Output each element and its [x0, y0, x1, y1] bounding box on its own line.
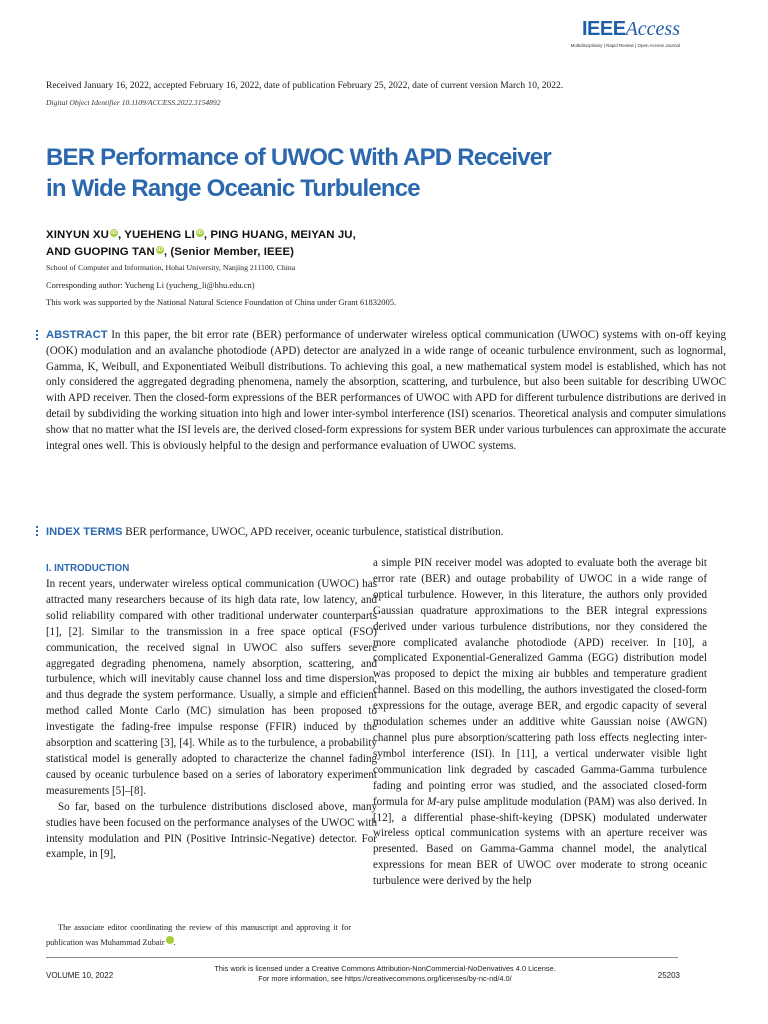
abstract-section — [46, 328, 726, 454]
abstract-heading: ABSTRACT — [46, 329, 108, 341]
right-column — [373, 556, 707, 890]
index-terms-section — [46, 524, 726, 540]
intro-paragraph-3 — [373, 556, 707, 890]
orcid-icon[interactable]: iD — [166, 936, 174, 944]
corresponding-author: Corresponding author: Yucheng Li (yucheng_li@hhu.edu.cn) — [46, 280, 255, 290]
title-line-1: BER Performance of UWOC With APD Receiver — [46, 144, 551, 171]
journal-tagline: Multidisciplinary | Rapid Review | Open Access Journal — [570, 43, 680, 48]
orcid-icon[interactable]: iD — [157, 247, 163, 253]
footer-divider — [46, 957, 678, 958]
funding-note: This work was supported by the National Natural Science Foundation of China under Grant 61832005. — [46, 297, 397, 307]
author-membership: , (Senior Member, IEEE) — [163, 246, 295, 258]
intro-paragraph-2: So far, based on the turbulence distributions disclosed above, many studies have been focused on the performance analyses of the UWOC with intensity modulation and PIN (Positive Intrinsic-Negative) detector. For example, in [9], — [46, 800, 377, 861]
affiliation: School of Computer and Information, Hohai University, Nanjing 211100, China — [46, 263, 296, 272]
logo-access: Access — [625, 18, 680, 40]
footnote-text: The associate editor coordinating the review of this manuscript and approving it for publication was Muhammad Zubair — [46, 923, 351, 947]
logo-ieee: IEEE — [582, 18, 626, 40]
orcid-icon[interactable]: iD — [197, 230, 203, 236]
footer-page-number: 25203 — [657, 971, 680, 980]
author-3: , PING HUANG, MEIYAN JU, — [203, 229, 356, 241]
author-2: , YUEHENG LI — [117, 229, 195, 241]
license-line-1[interactable]: This work is licensed under a Creative Commons Attribution-NonCommercial-NoDerivatives 4.0 License. — [214, 964, 556, 973]
journal-logo — [571, 18, 680, 48]
intro-paragraph-1: In recent years, underwater wireless optical communication (UWOC) has attracted many researchers because of its high data rate, low latency, and solid reliability compared with other traditional underwater counterparts [1], [2]. Similar to the transmission in a free space optical (FSO) communication, the received signal in UWOC also suffers severe aggregated degrading phenomena, namely absorption, scattering, and turbulence, which will inevitably cause channel loss and time dispersion, and thus degrade the system performance. Usually, a simple and efficient method called Monte Carlo (MC) simulation has been proposed to investigate the fading-free impulse response (FFIR) induced by the absorption and scattering [3], [4]. While as to the turbulence, a probability statistical model is generally adopted to characterize the channel fading caused by oceanic turbulence based on a series of laboratory experiment measurements [5]–[8]. — [46, 578, 377, 797]
section-marker-icon — [36, 526, 38, 538]
doi-line: Digital Object Identifier 10.1109/ACCESS.2022.3154892 — [46, 98, 221, 107]
section-marker-icon — [36, 330, 38, 342]
author-1: XINYUN XU — [46, 229, 109, 241]
received-dates: Received January 16, 2022, accepted February 16, 2022, date of publication February 25, 2022, date of current version March 10, 2022. — [46, 81, 564, 91]
footnote-end: . — [173, 938, 176, 947]
introduction-heading: I. INTRODUCTION — [46, 563, 130, 574]
footer-license — [150, 964, 620, 984]
intro-text-a: a simple PIN receiver model was adopted to evaluate both the average bit error rate (BER) and outage probability of UWOC in a wide range of optical turbulence. However, in this literature, the authors only provided Gaussian quadrature approximations to the BER integral expressions derived under various turbulence distributions, nor they considered the more complicated avalanche photodiode (APD) receiver. In [10], a complicated Exponential-Generalized Gamma (EGG) distribution model was proposed to depict the mixing air bubbles and temperature gradient channel. Based on this modelling, the authors investigated the closed-form expressions for the outage, average BER, and ergodic capacity of several modulation schemes under an additive white Gaussian noise (AWGN) channel plus pure absorption/scattering path loss effects neglecting inter-symbol interference (ISI). In [11], a vertical underwater visible light communication link degraded by cascaded Gamma-Gamma turbulence fading and pointing error was studied, and the associated closed-form formula for — [373, 557, 707, 808]
license-line-2[interactable]: For more information, see https://creativecommons.org/licenses/by-nc-nd/4.0/ — [258, 974, 512, 983]
editor-footnote — [46, 920, 351, 950]
index-terms-heading: INDEX TERMS — [46, 526, 123, 538]
left-column — [46, 562, 377, 863]
footer-volume: VOLUME 10, 2022 — [46, 971, 114, 980]
author-4: AND GUOPING TAN — [46, 246, 155, 258]
author-list — [46, 227, 356, 261]
orcid-icon[interactable]: iD — [111, 230, 117, 236]
paper-title — [46, 142, 646, 204]
intro-text-b: -ary pulse amplitude modulation (PAM) was also derived. In [12], a differential phase-shift-keying (DPSK) modulated underwater wireless optical communication systems with an aperture receiver was presented. Based on Gamma-Gamma channel model, the analytical expressions for mean BER of UWOC over moderate to strong oceanic turbulence were derived by the help — [373, 795, 708, 888]
abstract-text: In this paper, the bit error rate (BER) performance of underwater wireless optical communication (UWOC) systems with on-off keying (OOK) modulation and an avalanche photodiode (APD) detector are analyzed in a wide range of oceanic turbulence environment, such as lognormal, Gamma, K, Weibull, and Exponentiated Weibull distributions. To achieving this goal, a new mathematical system model is established, which has not only considered the aggregated degrading phenomena, namely the absorption, scattering, and turbulence, but also been suitable for describing UWOC with APD receiver. Then the closed-form expressions of the BER performances of UWOC with APD for different turbulence distributions are derived in detail by subdividing the working situation into high and lower inter-symbol interference (ISI) scenarios. Theoretical analysis and computer simulations show that no matter what the ISI levels are, the derived closed-form expressions for system BER under various turbulences can approximate the accurate integral ones well. This is obviously helpful to the design and performance evaluation of UWOC systems. — [46, 329, 727, 452]
title-line-2: in Wide Range Oceanic Turbulence — [46, 175, 420, 202]
intro-text-m: M — [427, 795, 437, 808]
index-terms-text: BER performance, UWOC, APD receiver, oceanic turbulence, statistical distribution. — [125, 526, 504, 538]
